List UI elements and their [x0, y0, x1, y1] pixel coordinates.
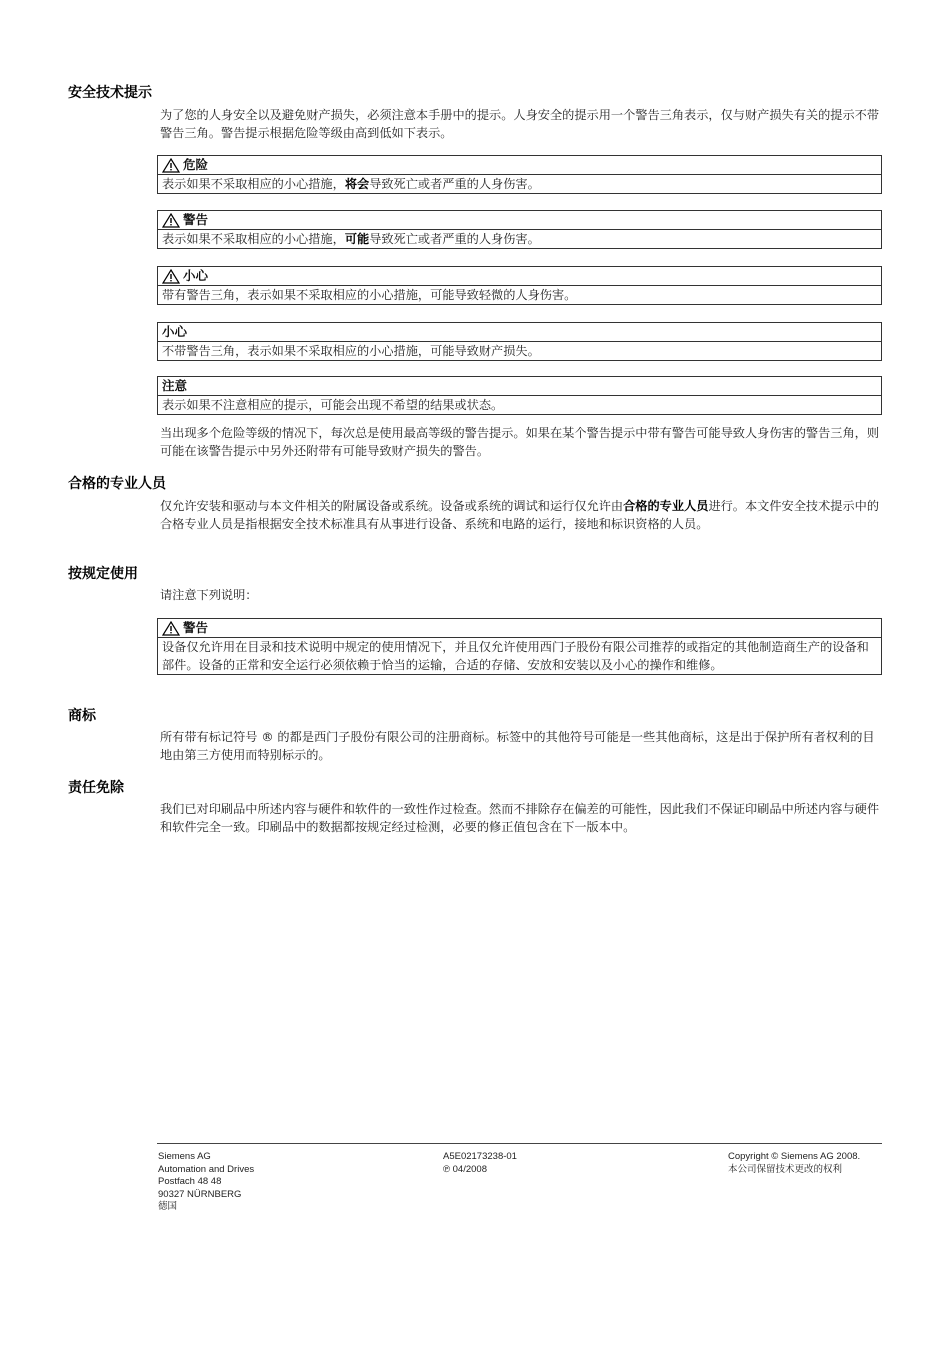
warning-text: 表示如果不采取相应的小心措施，可能导致死亡或者严重的人身伤害。: [162, 232, 540, 246]
notice-box: [157, 376, 882, 415]
caution-text: 不带警告三角，表示如果不采取相应的小心措施，可能导致财产损失。: [162, 344, 540, 358]
footer-copyright-block: [728, 1151, 860, 1176]
danger-box: [157, 155, 882, 194]
caution-box: [157, 322, 882, 361]
footer-document-info: [443, 1151, 517, 1176]
qualified-heading: 合格的专业人员: [68, 476, 166, 492]
trademarks-text: 所有带有标记符号 ® 的都是西门子股份有限公司的注册商标。标签中的其他符号可能是一些其他商标，这是出于保护所有者权利的目地由第三方使用而特别标示的。: [160, 730, 875, 762]
caution-triangle-box-title: [158, 267, 881, 286]
intended-use-heading: 按规定使用: [68, 566, 138, 582]
intended-warning-title: 警告: [183, 620, 209, 635]
caution-triangle-title: 小心: [183, 268, 209, 283]
notice-title: 注意: [158, 377, 881, 396]
warning-triangle-icon: [162, 158, 180, 173]
danger-text: 表示如果不采取相应的小心措施，将会导致死亡或者严重的人身伤害。: [162, 177, 540, 191]
trademarks-heading: 商标: [68, 708, 96, 724]
footer-divider: [157, 1143, 882, 1144]
footer-postbox: Postfach 48 48: [158, 1176, 222, 1188]
notice-text: 表示如果不注意相应的提示，可能会出现不希望的结果或状态。: [162, 398, 504, 412]
intended-use-intro: 请注意下列说明：: [160, 588, 258, 602]
footer-division: Automation and Drives: [158, 1163, 255, 1175]
caution-title: 小心: [158, 323, 881, 342]
warning-box: [157, 210, 882, 249]
danger-box-title: [158, 156, 881, 175]
disclaimer-heading: 责任免除: [68, 780, 124, 796]
multi-level-note: 当出现多个危险等级的情况下，每次总是使用最高等级的警告提示。如果在某个警告提示中带有警告可能导致人身伤害的警告三角，则可能在该警告提示中另外还附带有可能导致财产损失的警告。: [160, 426, 880, 458]
warning-title: 警告: [183, 212, 209, 227]
footer-date: ℗ 04/2008: [443, 1163, 487, 1175]
warning-box-title: [158, 211, 881, 230]
qualified-text: 仅允许安装和驱动与本文件相关的附属设备或系统。设备或系统的调试和运行仅允许由合格的专业人员进行。本文件安全技术提示中的合格专业人员是指根据安全技术标准具有从事进行设备、系统和电路的运行，接地和标识资格的人员。: [160, 499, 880, 531]
intended-warning-box-title: [158, 619, 881, 638]
safety-heading: 安全技术提示: [68, 85, 152, 101]
caution-triangle-box: [157, 266, 882, 305]
footer-rights: 本公司保留技术更改的权利: [728, 1163, 843, 1175]
warning-triangle-icon: [162, 213, 180, 228]
footer-country: 德国: [158, 1201, 178, 1213]
disclaimer-text: 我们已对印刷品中所述内容与硬件和软件的一致性作过检查。然而不排除存在偏差的可能性，因此我们不保证印刷品中所述内容与硬件和软件完全一致。印刷品中的数据都按规定经过检测，必要的修正值包含在下一版本中。: [160, 802, 880, 834]
safety-intro: 为了您的人身安全以及避免财产损失，必须注意本手册中的提示。人身安全的提示用一个警告三角表示，仅与财产损失有关的提示不带警告三角。警告提示根据危险等级由高到低如下表示。: [160, 108, 880, 140]
footer-company: Siemens AG: [158, 1151, 211, 1162]
caution-triangle-text: 带有警告三角，表示如果不采取相应的小心措施，可能导致轻微的人身伤害。: [162, 288, 577, 302]
intended-warning-text: 设备仅允许用在目录和技术说明中规定的使用情况下，并且仅允许使用西门子股份有限公司推荐的或指定的其他制造商生产的设备和部件。设备的正常和安全运行必须依赖于恰当的运输，合适的存储、安放和安装以及小心的操作和维修。: [162, 640, 869, 672]
footer-city: 90327 NÜRNBERG: [158, 1188, 242, 1200]
footer-document-number: A5E02173238-01: [443, 1151, 517, 1162]
footer-copyright: Copyright © Siemens AG 2008.: [728, 1151, 861, 1162]
warning-triangle-icon: [162, 269, 180, 284]
warning-triangle-icon: [162, 621, 180, 636]
footer-address: [158, 1151, 254, 1214]
intended-warning-box: [157, 618, 882, 675]
danger-title: 危险: [183, 157, 209, 172]
